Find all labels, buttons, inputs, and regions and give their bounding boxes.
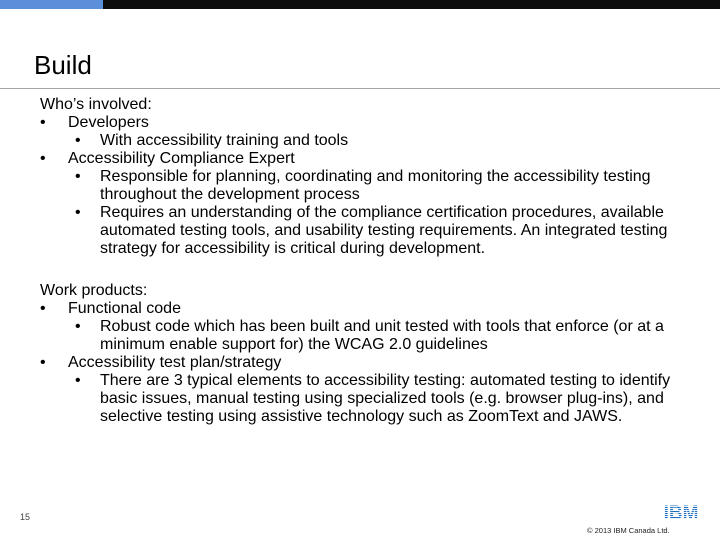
list-item (40, 150, 690, 168)
bullet-icon: • (75, 132, 81, 149)
section-heading-work-products: Work products: (40, 282, 148, 299)
sub-list-item (40, 204, 690, 258)
ibm-logo-text: IBM (663, 503, 699, 521)
section-spacer (40, 258, 690, 282)
sub-list-item (40, 168, 690, 204)
list-item (40, 114, 690, 132)
bullet-icon: • (75, 168, 81, 185)
sub-list-item-text: Responsible for planning, coordinating and monitoring the accessibility testing throughout the development process (100, 168, 651, 203)
bullet-icon: • (40, 354, 46, 371)
sub-list-item (40, 318, 690, 354)
sub-list-item-text: Robust code which has been built and unit tested with tools that enforce (or at a minimum enable support for) the WCAG 2.0 guidelines (100, 318, 664, 353)
list-item (40, 300, 690, 318)
slide-body (40, 96, 690, 426)
slide-title: Build (34, 50, 92, 80)
top-bar-accent (0, 0, 103, 9)
page-number: 15 (20, 512, 31, 522)
list-item-text: Accessibility test plan/strategy (68, 354, 282, 371)
sub-list-item (40, 132, 690, 150)
sub-list-item (40, 372, 690, 426)
sub-list-item-text: With accessibility training and tools (100, 132, 349, 149)
section-heading-whos-involved: Who’s involved: (40, 96, 152, 113)
list-item-text: Functional code (68, 300, 181, 317)
list-item (40, 354, 690, 372)
list-item-text: Accessibility Compliance Expert (68, 150, 295, 167)
list-item-text: Developers (68, 114, 149, 131)
title-divider (0, 88, 720, 89)
bullet-icon: • (75, 318, 81, 335)
bullet-icon: • (40, 114, 46, 131)
sub-list-item-text: There are 3 typical elements to accessibility testing: automated testing to identify basic issues, manual testing using specialized tools (e.g. browser plug-ins), and selective testing using assistive technology such as ZoomText and JAWS. (100, 372, 671, 425)
sub-list-item-text: Requires an understanding of the compliance certification procedures, available automated testing tools, and usability testing requirements. An integrated testing strategy for accessibility is critical during development. (100, 204, 668, 257)
bullet-icon: • (75, 204, 81, 221)
copyright-notice: © 2013 IBM Canada Ltd. (587, 526, 670, 535)
top-bar (0, 0, 720, 9)
bullet-icon: • (40, 150, 46, 167)
bullet-icon: • (40, 300, 46, 317)
ibm-logo (662, 503, 700, 521)
bullet-icon: • (75, 372, 81, 389)
